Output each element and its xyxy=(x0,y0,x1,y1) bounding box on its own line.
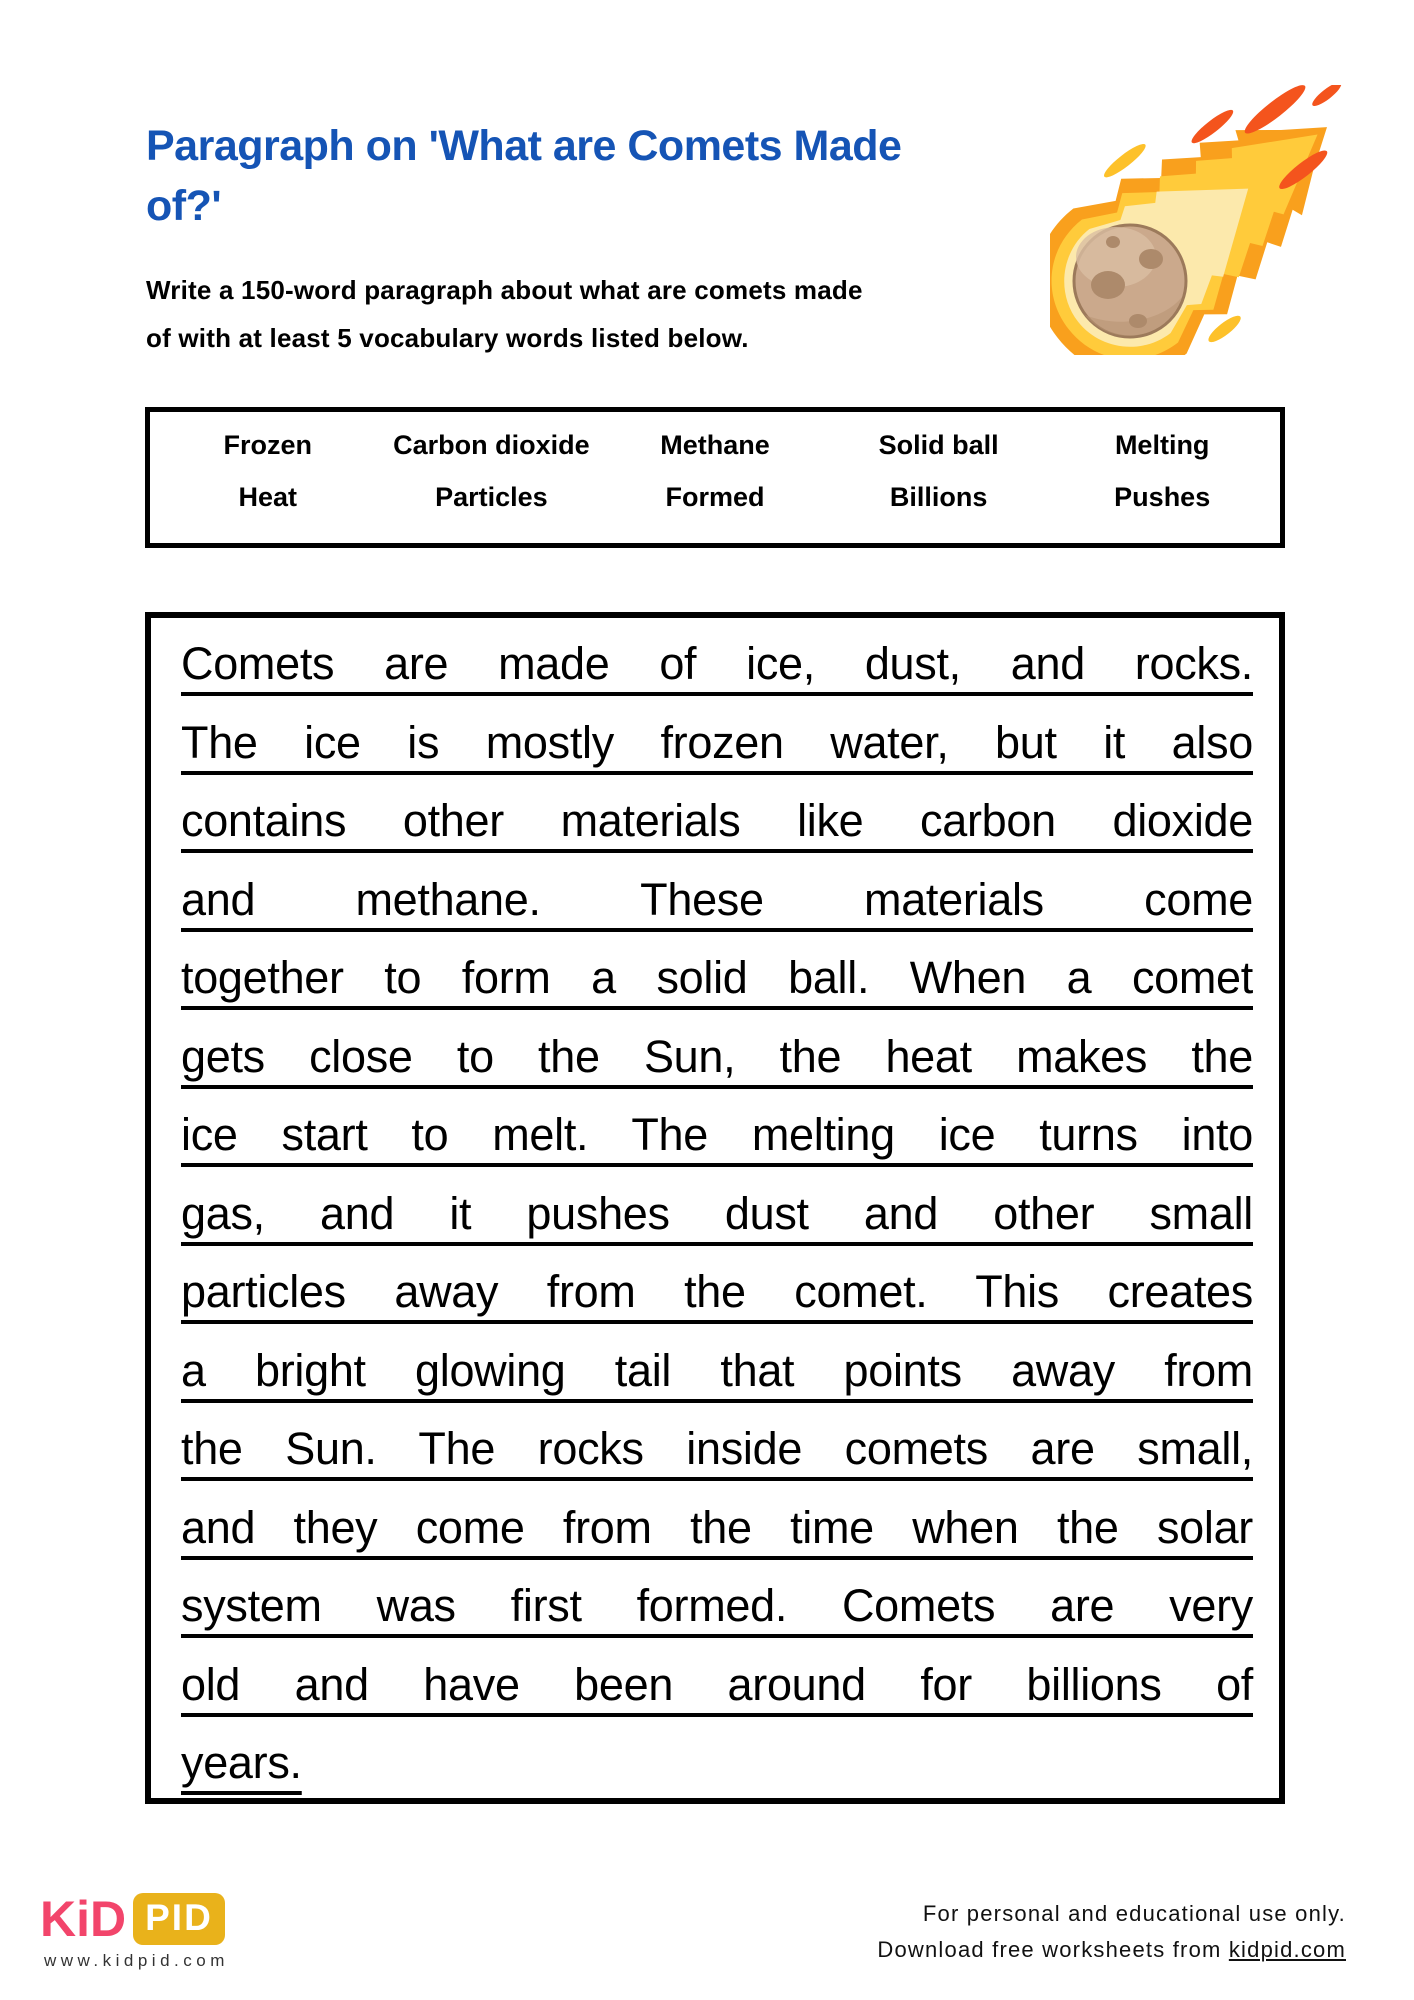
usage-notice xyxy=(877,1896,1346,1968)
page-title-line-1: Paragraph on 'What are Comets Made xyxy=(146,122,902,170)
paragraph-box xyxy=(145,612,1285,1804)
paragraph-line: gets close to the Sun, the heat makes the xyxy=(181,1030,1253,1082)
instruction-line-2: of with at least 5 vocabulary words listed below. xyxy=(146,323,749,353)
paragraph-line: ice start to melt. The melting ice turns into xyxy=(181,1109,1253,1160)
paragraph-line: gas, and it pushes dust and other small xyxy=(181,1187,1253,1239)
vocab-word-heat: Heat xyxy=(238,481,298,512)
vocab-word-melting: Melting xyxy=(1114,430,1210,461)
paragraph-line: The ice is mostly frozen water, but it also xyxy=(181,716,1253,768)
vocab-word-solid-ball: Solid ball xyxy=(878,430,999,461)
kidpid-logo-kid: KiD xyxy=(40,1891,127,1947)
usage-notice-line-2 xyxy=(877,1932,1346,1968)
paragraph-line: and methane. These materials come xyxy=(181,873,1253,925)
comet-illustration xyxy=(1050,85,1360,355)
kidpid-logo-pid-badge: PID xyxy=(133,1893,225,1945)
vocab-word-methane: Methane xyxy=(660,430,770,461)
kidpid-website-url: www.kidpid.com xyxy=(44,1951,229,1970)
vocab-word-pushes: Pushes xyxy=(1114,481,1211,512)
paragraph-line: contains other materials like carbon dioxide xyxy=(181,795,1253,846)
page-title-line-2: of?' xyxy=(146,182,222,230)
usage-notice-line-1: For personal and educational use only. xyxy=(922,1901,1346,1926)
paragraph-line: together to form a solid ball. When a comet xyxy=(181,952,1253,1003)
paragraph-line: Comets are made of ice, dust, and rocks. xyxy=(181,638,1253,689)
vocabulary-box xyxy=(145,407,1285,548)
vocab-word-frozen: Frozen xyxy=(223,430,313,461)
paragraph-line: a bright glowing tail that points away from xyxy=(181,1344,1253,1396)
vocab-word-formed: Formed xyxy=(665,481,765,512)
instruction-text xyxy=(146,266,946,362)
kidpid-link[interactable]: kidpid.com xyxy=(1228,1937,1346,1962)
usage-notice-line-2-text: Download free worksheets from xyxy=(877,1937,1229,1962)
paragraph-line: old and have been around for billions of xyxy=(181,1658,1253,1710)
paragraph-line: and they come from the time when the solar xyxy=(181,1501,1253,1553)
page-title xyxy=(146,116,986,236)
paragraph-line: particles away from the comet. This creates xyxy=(181,1266,1253,1317)
paragraph-line: years. xyxy=(181,1737,302,1788)
vocab-word-carbon-dioxide: Carbon dioxide xyxy=(393,430,590,461)
kidpid-logo xyxy=(40,1890,225,1948)
vocab-word-billions: Billions xyxy=(889,481,988,512)
paragraph-line: system was first formed. Comets are very xyxy=(181,1580,1253,1631)
instruction-line-1: Write a 150-word paragraph about what are comets made xyxy=(146,275,863,305)
paragraph-line: the Sun. The rocks inside comets are small, xyxy=(181,1423,1253,1474)
vocab-word-particles: Particles xyxy=(435,481,548,512)
